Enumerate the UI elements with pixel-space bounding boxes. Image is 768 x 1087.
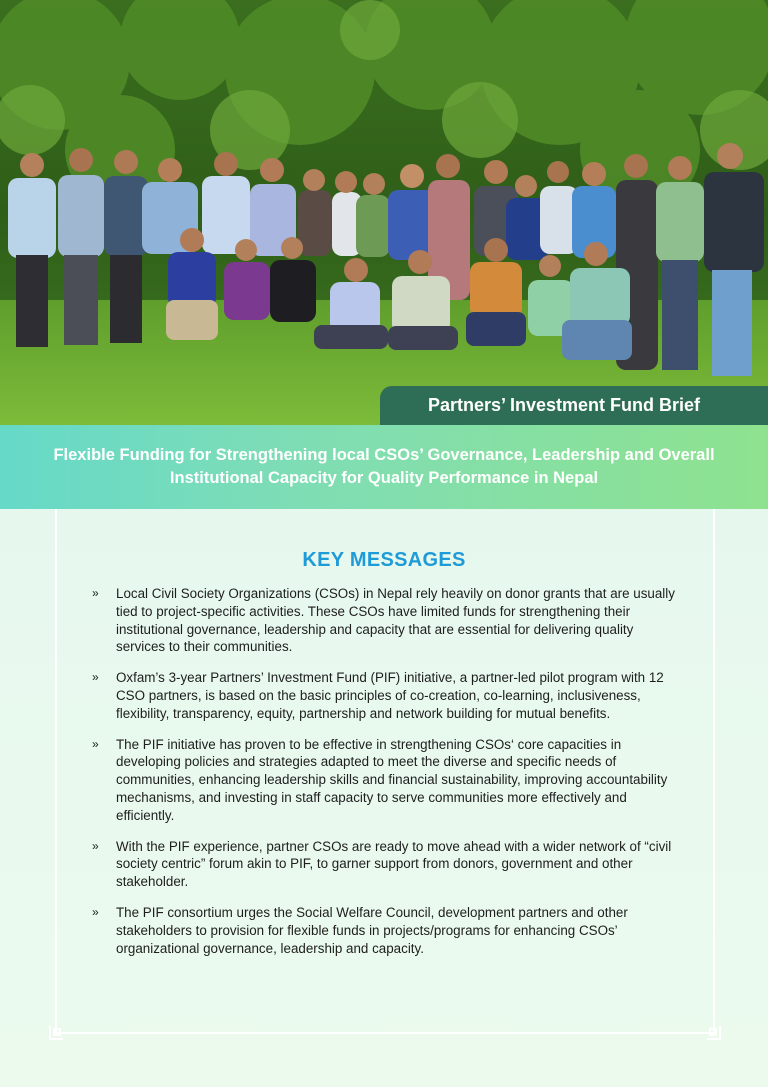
brief-title: Flexible Funding for Strengthening local CSOs’ Governance, Leadership and Overall Institutional Capacity for Quality Performance in Nepal <box>53 446 715 487</box>
key-messages-list <box>92 585 682 970</box>
key-message-item <box>92 904 682 957</box>
key-message-item <box>92 736 682 825</box>
key-message-item <box>92 838 682 891</box>
bullet-icon: » <box>92 736 99 751</box>
bullet-icon: » <box>92 838 99 853</box>
key-message-text: The PIF initiative has proven to be effective in strengthening CSOs‘ core capacities in developing policies and strategies adapted to meet the diverse and specific needs of communities, enhancing leadership skills and financial sustainability, improving accountability mechanisms, and investing in staff capacity to serve communities more effectively and efficiently. <box>116 736 668 823</box>
bullet-icon: » <box>92 670 99 685</box>
key-messages-heading: KEY MESSAGES <box>302 549 466 571</box>
key-message-text: Oxfam’s 3-year Partners’ Investment Fund (PIF) initiative, a partner-led pilot program with 12 CSO partners, is based on the basic principles of co-creation, co-learning, inclusiveness, flexibility, transparency, equity, partnership and network building for mutual benefits. <box>116 670 664 721</box>
key-message-text: The PIF consortium urges the Social Welfare Council, development partners and other stakeholders to provision for flexible funds in projects/programs for enhancing CSOs’ organizational governance, leadership and capacity. <box>116 904 628 956</box>
bullet-icon: » <box>92 586 99 600</box>
frame-corner-square-left <box>53 1028 61 1036</box>
title-band <box>0 425 768 509</box>
key-message-text: With the PIF experience, partner CSOs are ready to move ahead with a wider network of “civil society centric” forum akin to PIF, to garner support from donors, government and other stakeholder. <box>116 838 672 890</box>
bullet-icon: » <box>92 904 99 919</box>
key-message-item <box>92 585 682 656</box>
brief-label-tag <box>380 386 768 425</box>
group-photo <box>0 0 768 425</box>
brief-label-text: Partners’ Investment Fund Brief <box>427 395 701 415</box>
key-message-item <box>92 669 682 722</box>
key-message-text: Local Civil Society Organizations (CSOs) in Nepal rely heavily on donor grants that are usually tied to project-specific activities. These CSOs have limited funds for strengthening their institutional governance, leadership and capacity that are essential for delivering quality services to their communities. <box>116 586 675 655</box>
frame-corner-square-right <box>709 1028 717 1036</box>
